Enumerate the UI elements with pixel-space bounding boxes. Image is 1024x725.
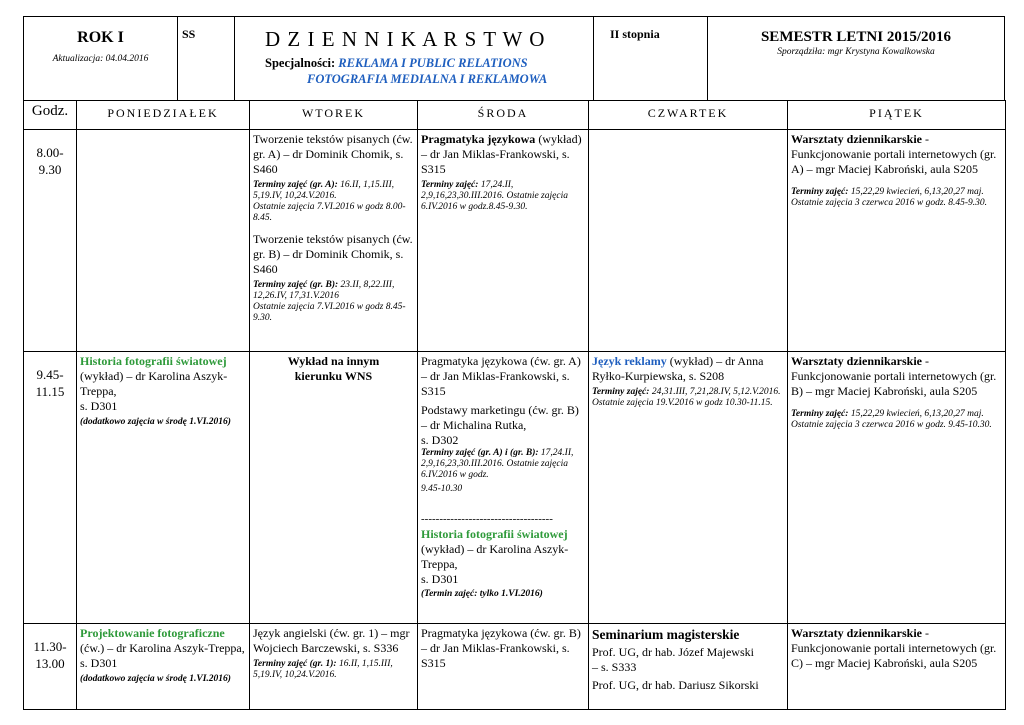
- day-header-monday: PONIEDZIAŁEK: [77, 101, 250, 130]
- class-terms: [791, 187, 1002, 209]
- class-entry: [791, 132, 1002, 177]
- specialization-1: REKLAMA I PUBLIC RELATIONS: [338, 56, 528, 70]
- tuesday-cell: [250, 352, 418, 624]
- class-title: Seminarium magisterskie: [592, 627, 740, 642]
- hour-start: 9.45-: [36, 367, 64, 382]
- class-entry: [592, 354, 784, 384]
- supervisor-2: Prof. UG, dr hab. Dariusz Sikorski: [592, 678, 759, 692]
- wednesday-cell: [418, 624, 589, 710]
- terms-label: Terminy zajęć:: [791, 409, 849, 419]
- year-cell: [24, 17, 178, 101]
- class-entry: Język angielski (ćw. gr. 1) – mgr Wojciech Barczewski, s. S336: [253, 626, 410, 655]
- class-room: s. D301: [421, 572, 459, 586]
- update-date: Aktualizacja: 04.04.2016: [52, 54, 149, 64]
- day-header-friday: PIĄTEK: [788, 101, 1006, 130]
- class-title: Projektowanie fotograficzne: [80, 626, 225, 640]
- class-details: (wykład) – dr Karolina Aszyk-Treppa,: [80, 369, 228, 398]
- class-room: s. D302: [421, 433, 459, 447]
- terms-label: Terminy zajęć (gr. 1):: [253, 659, 337, 669]
- hour-start: 11.30-: [33, 639, 67, 654]
- class-title: Warsztaty dziennikarskie: [791, 132, 922, 146]
- terms-dates: 16.II, 1,15.III, 5,19.IV, 10,24.V.2016.: [253, 659, 393, 680]
- study-mode: SS: [182, 27, 196, 41]
- class-terms: [592, 387, 784, 409]
- class-entry: Podstawy marketingu (ćw. gr. B) – dr Michalina Rutka,: [421, 403, 579, 432]
- schedule-header: [23, 16, 1005, 101]
- degree-cell: [594, 17, 708, 101]
- day-header-thursday: CZWARTEK: [589, 101, 788, 130]
- terms-dates: 15,22,29 kwiecień, 6,13,20,27 maj. Ostatnie zajęcia 3 czerwca 2016 w godz. 8.45-9.30.: [791, 187, 988, 208]
- class-title: Pragmatyka językowa: [421, 132, 536, 146]
- class-terms: [421, 180, 585, 213]
- class-entry: Pragmatyka językowa (ćw. gr. A) – dr Jan Miklas-Frankowski, s. S315: [421, 354, 581, 398]
- mode-cell: [178, 17, 235, 101]
- hour-end: 11.15: [35, 384, 65, 399]
- other-lecture-line-2: kierunku WNS: [294, 369, 373, 383]
- class-details: (wykład) – dr Jan Miklas-Frankowski, s. S315: [421, 132, 582, 176]
- terms-label: Terminy zajęć (gr. B):: [253, 280, 339, 290]
- semester-cell: [708, 17, 1005, 101]
- friday-cell: [788, 352, 1006, 624]
- terms-dates: 17,24.II, 2,9,16,23,30.III.2016. Ostatnie zajęcia 6.IV.2016 w godz.: [421, 448, 574, 480]
- title-cell: [235, 17, 594, 101]
- class-entry: Tworzenie tekstów pisanych (ćw. gr. B) – dr Dominik Chomik, s. S460: [253, 232, 413, 276]
- class-note: (dodatkowo zajęcia w środę 1.VI.2016): [80, 417, 231, 427]
- supervisor-1: Prof. UG, dr hab. Józef Majewski: [592, 645, 754, 659]
- day-header-row: [24, 101, 1006, 130]
- class-note: (Termin zajęć: tylko 1.VI.2016): [421, 589, 543, 599]
- terms-label: Terminy zajęć (gr. A):: [253, 180, 338, 190]
- class-entry: [80, 354, 246, 399]
- terms-dates: 15,22,29 kwiecień, 6,13,20,27 maj. Ostatnie zajęcia 3 czerwca 2016 w godz. 9.45-10.30.: [791, 409, 992, 430]
- friday-cell: [788, 130, 1006, 352]
- class-terms: [791, 409, 1002, 431]
- class-details: (wykład) – dr Anna Ryłko-Kurpiewska, s. S208: [592, 354, 764, 383]
- class-room: s. D301: [80, 399, 118, 413]
- terms-dates: 23.II, 8,22.III, 12,26.IV, 17,31.V.2016: [253, 280, 395, 301]
- hour-cell: [24, 624, 77, 710]
- class-terms: [253, 180, 414, 202]
- year-label: ROK I: [77, 29, 124, 46]
- class-room: – s. S333: [592, 660, 637, 674]
- tuesday-cell: [250, 624, 418, 710]
- prepared-by: Sporządziła: mgr Krystyna Kowalkowska: [777, 47, 935, 57]
- class-title: Historia fotografii światowej: [421, 527, 568, 541]
- class-details: (ćw.) – dr Karolina Aszyk-Treppa, s. D301: [80, 641, 245, 670]
- table-row: [24, 130, 1006, 352]
- page-title: D Z I E N N I K A R S T W O: [265, 27, 546, 51]
- thursday-cell: [589, 130, 788, 352]
- class-title: Warsztaty dziennikarskie: [791, 354, 922, 368]
- hour-column-header: Godz.: [24, 101, 77, 130]
- class-terms: [253, 659, 414, 681]
- class-entry: [421, 132, 585, 177]
- monday-cell: [77, 352, 250, 624]
- friday-cell: [788, 624, 1006, 710]
- terms-label: Terminy zajęć:: [592, 387, 650, 397]
- table-row: [24, 624, 1006, 710]
- thursday-cell: [589, 352, 788, 624]
- class-entry: Pragmatyka językowa (ćw. gr. B) – dr Jan Miklas-Frankowski, s. S315: [421, 626, 581, 670]
- day-header-tuesday: WTOREK: [250, 101, 418, 130]
- semester-label: SEMESTR LETNI 2015/2016: [760, 29, 952, 45]
- wednesday-cell: [418, 352, 589, 624]
- terms-dates: 16.II, 1,15.III, 5,19.IV, 10,24.V.2016.: [253, 180, 394, 201]
- class-note: (dodatkowo zajęcia w środę 1.VI.2016): [80, 674, 231, 684]
- monday-cell: [77, 624, 250, 710]
- wednesday-cell: [418, 130, 589, 352]
- class-title: Warsztaty dziennikarskie: [791, 626, 922, 640]
- tuesday-cell: [250, 130, 418, 352]
- class-details: - Funkcjonowanie portali internetowych (gr. C) – mgr Maciej Kabroński, aula S205: [791, 626, 997, 670]
- class-title: Historia fotografii światowej: [80, 354, 227, 368]
- class-entry: [80, 626, 246, 671]
- thursday-cell: [589, 624, 788, 710]
- hour-cell: [24, 352, 77, 624]
- degree-label: II stopnia: [610, 27, 660, 41]
- divider: ------------------------------------: [421, 513, 553, 525]
- hour-cell: [24, 130, 77, 352]
- class-entry: [791, 626, 1002, 671]
- class-last-session: Ostatnie zajęcia 7.VI.2016 w godz 8.00-8.45.: [253, 202, 406, 223]
- specialization-2: FOTOGRAFIA MEDIALNA I REKLAMOWA: [307, 72, 548, 86]
- class-terms: [253, 280, 414, 302]
- class-entry: Tworzenie tekstów pisanych (ćw. gr. A) – dr Dominik Chomik, s. S460: [253, 132, 413, 176]
- class-terms: [421, 448, 585, 481]
- class-entry: [791, 354, 1002, 399]
- class-title: Język reklamy: [592, 354, 667, 368]
- hour-start: 8.00-: [36, 145, 64, 160]
- terms-dates: 17,24.II, 2,9,16,23,30.III.2016. Ostatnie zajęcia 6.IV.2016 w godz.8.45-9.30.: [421, 180, 568, 212]
- terms-label: Terminy zajęć (gr. A) i (gr. B):: [421, 448, 539, 458]
- terms-label: Terminy zajęć:: [791, 187, 849, 197]
- class-details: (wykład) – dr Karolina Aszyk-Treppa,: [421, 542, 569, 571]
- table-row: [24, 352, 1006, 624]
- timetable: [23, 100, 1006, 710]
- specialization-line-1: Specjalności: REKLAMA I PUBLIC RELATIONS: [265, 56, 528, 70]
- class-terms-time: 9.45-10.30: [421, 484, 463, 494]
- other-lecture-line-1: Wykład na innym: [287, 354, 380, 368]
- hour-end: 13.00: [35, 656, 65, 671]
- class-details: - Funkcjonowanie portali internetowych (gr. B) – mgr Maciej Kabroński, aula S205: [791, 354, 997, 398]
- terms-label: Terminy zajęć:: [421, 180, 479, 190]
- terms-dates: 24,31.III, 7,21,28.IV, 5,12.V.2016. Ostatnie zajęcia 19.V.2016 w godz 10.30-11.15.: [592, 387, 781, 408]
- class-entry: [421, 527, 585, 572]
- class-details: - Funkcjonowanie portali internetowych (gr. A) – mgr Maciej Kabroński, aula S205: [791, 132, 997, 176]
- class-last-session: Ostatnie zajęcia 7.VI.2016 w godz 8.45-9.30.: [253, 302, 406, 323]
- specialization-label: Specjalności: [265, 56, 331, 70]
- monday-cell: [77, 130, 250, 352]
- day-header-wednesday: ŚRODA: [418, 101, 589, 130]
- hour-end: 9.30: [38, 162, 62, 177]
